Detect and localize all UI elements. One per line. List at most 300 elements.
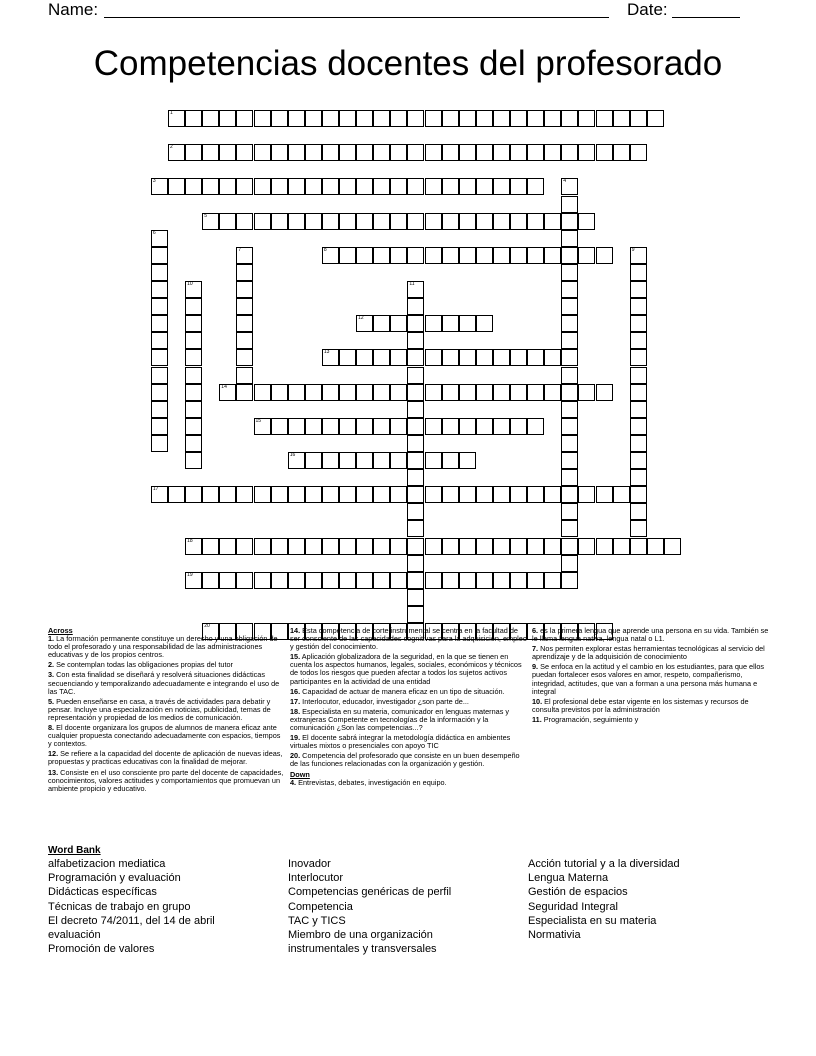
grid-cell[interactable] — [271, 486, 288, 503]
grid-cell[interactable] — [271, 538, 288, 555]
grid-cell[interactable] — [202, 572, 219, 589]
grid-cell[interactable] — [271, 110, 288, 127]
grid-cell[interactable] — [322, 452, 339, 469]
grid-cell[interactable] — [578, 213, 595, 230]
grid-cell[interactable] — [168, 144, 185, 161]
grid-cell[interactable] — [185, 281, 202, 298]
grid-cell[interactable] — [390, 178, 407, 195]
grid-cell[interactable] — [493, 213, 510, 230]
grid-cell[interactable] — [578, 538, 595, 555]
grid-cell[interactable] — [339, 538, 356, 555]
grid-cell[interactable] — [630, 469, 647, 486]
grid-cell[interactable] — [236, 298, 253, 315]
grid-cell[interactable] — [356, 315, 373, 332]
grid-cell[interactable] — [271, 144, 288, 161]
grid-cell[interactable] — [630, 144, 647, 161]
grid-cell[interactable] — [459, 418, 476, 435]
grid-cell[interactable] — [356, 418, 373, 435]
grid-cell[interactable] — [544, 486, 561, 503]
grid-cell[interactable] — [544, 384, 561, 401]
grid-cell[interactable] — [373, 418, 390, 435]
grid-cell[interactable] — [407, 110, 424, 127]
grid-cell[interactable] — [630, 110, 647, 127]
grid-cell[interactable] — [442, 349, 459, 366]
grid-cell[interactable] — [288, 384, 305, 401]
grid-cell[interactable] — [407, 367, 424, 384]
grid-cell[interactable] — [459, 110, 476, 127]
grid-cell[interactable] — [544, 572, 561, 589]
grid-cell[interactable] — [219, 486, 236, 503]
grid-cell[interactable] — [236, 367, 253, 384]
grid-cell[interactable] — [561, 332, 578, 349]
grid-cell[interactable] — [630, 520, 647, 537]
grid-cell[interactable] — [151, 384, 168, 401]
grid-cell[interactable] — [390, 538, 407, 555]
grid-cell[interactable] — [288, 572, 305, 589]
grid-cell[interactable] — [561, 247, 578, 264]
grid-cell[interactable] — [356, 144, 373, 161]
grid-cell[interactable] — [185, 486, 202, 503]
grid-cell[interactable] — [425, 247, 442, 264]
grid-cell[interactable] — [407, 452, 424, 469]
grid-cell[interactable] — [476, 349, 493, 366]
grid-cell[interactable] — [527, 384, 544, 401]
grid-cell[interactable] — [476, 247, 493, 264]
grid-cell[interactable] — [288, 213, 305, 230]
grid-cell[interactable] — [425, 213, 442, 230]
grid-cell[interactable] — [236, 315, 253, 332]
grid-cell[interactable] — [236, 486, 253, 503]
grid-cell[interactable] — [271, 213, 288, 230]
grid-cell[interactable] — [339, 418, 356, 435]
grid-cell[interactable] — [271, 572, 288, 589]
grid-cell[interactable] — [527, 178, 544, 195]
grid-cell[interactable] — [664, 538, 681, 555]
grid-cell[interactable] — [254, 418, 271, 435]
grid-cell[interactable] — [185, 384, 202, 401]
grid-cell[interactable] — [613, 144, 630, 161]
grid-cell[interactable] — [373, 144, 390, 161]
grid-cell[interactable] — [527, 247, 544, 264]
grid-cell[interactable] — [561, 264, 578, 281]
grid-cell[interactable] — [561, 435, 578, 452]
grid-cell[interactable] — [442, 247, 459, 264]
grid-cell[interactable] — [390, 349, 407, 366]
grid-cell[interactable] — [151, 315, 168, 332]
grid-cell[interactable] — [390, 486, 407, 503]
grid-cell[interactable] — [236, 178, 253, 195]
grid-cell[interactable] — [305, 110, 322, 127]
grid-cell[interactable] — [151, 247, 168, 264]
grid-cell[interactable] — [390, 144, 407, 161]
grid-cell[interactable] — [322, 110, 339, 127]
grid-cell[interactable] — [476, 110, 493, 127]
grid-cell[interactable] — [561, 144, 578, 161]
grid-cell[interactable] — [527, 538, 544, 555]
grid-cell[interactable] — [544, 349, 561, 366]
grid-cell[interactable] — [185, 349, 202, 366]
grid-cell[interactable] — [356, 110, 373, 127]
grid-cell[interactable] — [510, 349, 527, 366]
grid-cell[interactable] — [596, 486, 613, 503]
grid-cell[interactable] — [459, 144, 476, 161]
grid-cell[interactable] — [407, 384, 424, 401]
grid-cell[interactable] — [288, 486, 305, 503]
grid-cell[interactable] — [630, 315, 647, 332]
grid-cell[interactable] — [425, 538, 442, 555]
grid-cell[interactable] — [493, 384, 510, 401]
grid-cell[interactable] — [561, 281, 578, 298]
grid-cell[interactable] — [339, 110, 356, 127]
grid-cell[interactable] — [561, 110, 578, 127]
grid-cell[interactable] — [254, 486, 271, 503]
grid-cell[interactable] — [407, 144, 424, 161]
grid-cell[interactable] — [356, 486, 373, 503]
grid-cell[interactable] — [407, 589, 424, 606]
grid-cell[interactable] — [510, 110, 527, 127]
grid-cell[interactable] — [459, 349, 476, 366]
grid-cell[interactable] — [236, 281, 253, 298]
grid-cell[interactable] — [425, 384, 442, 401]
grid-cell[interactable] — [202, 178, 219, 195]
grid-cell[interactable] — [373, 486, 390, 503]
grid-cell[interactable] — [305, 572, 322, 589]
grid-cell[interactable] — [630, 367, 647, 384]
grid-cell[interactable] — [288, 178, 305, 195]
grid-cell[interactable] — [407, 178, 424, 195]
grid-cell[interactable] — [254, 144, 271, 161]
grid-cell[interactable] — [390, 247, 407, 264]
grid-cell[interactable] — [305, 178, 322, 195]
grid-cell[interactable] — [236, 538, 253, 555]
grid-cell[interactable] — [527, 144, 544, 161]
grid-cell[interactable] — [510, 572, 527, 589]
grid-cell[interactable] — [168, 178, 185, 195]
grid-cell[interactable] — [151, 418, 168, 435]
grid-cell[interactable] — [219, 144, 236, 161]
grid-cell[interactable] — [151, 435, 168, 452]
grid-cell[interactable] — [493, 486, 510, 503]
grid-cell[interactable] — [356, 349, 373, 366]
grid-cell[interactable] — [185, 418, 202, 435]
grid-cell[interactable] — [185, 178, 202, 195]
grid-cell[interactable] — [561, 230, 578, 247]
grid-cell[interactable] — [356, 538, 373, 555]
grid-cell[interactable] — [236, 572, 253, 589]
grid-cell[interactable] — [236, 384, 253, 401]
grid-cell[interactable] — [407, 315, 424, 332]
grid-cell[interactable] — [151, 486, 168, 503]
grid-cell[interactable] — [459, 486, 476, 503]
grid-cell[interactable] — [322, 213, 339, 230]
grid-cell[interactable] — [510, 247, 527, 264]
grid-cell[interactable] — [630, 384, 647, 401]
grid-cell[interactable] — [561, 367, 578, 384]
grid-cell[interactable] — [390, 452, 407, 469]
grid-cell[interactable] — [630, 298, 647, 315]
grid-cell[interactable] — [476, 213, 493, 230]
grid-cell[interactable] — [373, 213, 390, 230]
grid-cell[interactable] — [339, 213, 356, 230]
grid-cell[interactable] — [425, 486, 442, 503]
grid-cell[interactable] — [442, 572, 459, 589]
grid-cell[interactable] — [561, 196, 578, 213]
grid-cell[interactable] — [339, 572, 356, 589]
grid-cell[interactable] — [647, 110, 664, 127]
grid-cell[interactable] — [373, 178, 390, 195]
grid-cell[interactable] — [407, 213, 424, 230]
grid-cell[interactable] — [407, 349, 424, 366]
grid-cell[interactable] — [630, 264, 647, 281]
grid-cell[interactable] — [476, 178, 493, 195]
grid-cell[interactable] — [168, 486, 185, 503]
grid-cell[interactable] — [407, 418, 424, 435]
grid-cell[interactable] — [288, 452, 305, 469]
grid-cell[interactable] — [425, 178, 442, 195]
grid-cell[interactable] — [493, 572, 510, 589]
grid-cell[interactable] — [219, 384, 236, 401]
grid-cell[interactable] — [561, 213, 578, 230]
grid-cell[interactable] — [578, 144, 595, 161]
grid-cell[interactable] — [219, 110, 236, 127]
grid-cell[interactable] — [373, 384, 390, 401]
grid-cell[interactable] — [561, 520, 578, 537]
grid-cell[interactable] — [510, 486, 527, 503]
grid-cell[interactable] — [185, 298, 202, 315]
grid-cell[interactable] — [527, 418, 544, 435]
grid-cell[interactable] — [561, 572, 578, 589]
grid-cell[interactable] — [425, 418, 442, 435]
grid-cell[interactable] — [202, 213, 219, 230]
grid-cell[interactable] — [271, 384, 288, 401]
grid-cell[interactable] — [271, 418, 288, 435]
grid-cell[interactable] — [476, 486, 493, 503]
grid-cell[interactable] — [339, 144, 356, 161]
grid-cell[interactable] — [527, 486, 544, 503]
grid-cell[interactable] — [510, 384, 527, 401]
grid-cell[interactable] — [596, 247, 613, 264]
grid-cell[interactable] — [356, 452, 373, 469]
grid-cell[interactable] — [373, 349, 390, 366]
grid-cell[interactable] — [442, 384, 459, 401]
grid-cell[interactable] — [630, 452, 647, 469]
grid-cell[interactable] — [339, 486, 356, 503]
grid-cell[interactable] — [219, 538, 236, 555]
grid-cell[interactable] — [151, 332, 168, 349]
grid-cell[interactable] — [236, 144, 253, 161]
grid-cell[interactable] — [236, 349, 253, 366]
grid-cell[interactable] — [202, 486, 219, 503]
grid-cell[interactable] — [305, 213, 322, 230]
grid-cell[interactable] — [390, 384, 407, 401]
grid-cell[interactable] — [561, 555, 578, 572]
grid-cell[interactable] — [305, 538, 322, 555]
grid-cell[interactable] — [373, 572, 390, 589]
grid-cell[interactable] — [442, 178, 459, 195]
grid-cell[interactable] — [476, 572, 493, 589]
grid-cell[interactable] — [544, 538, 561, 555]
grid-cell[interactable] — [322, 178, 339, 195]
grid-cell[interactable] — [544, 247, 561, 264]
grid-cell[interactable] — [356, 384, 373, 401]
grid-cell[interactable] — [339, 178, 356, 195]
grid-cell[interactable] — [459, 538, 476, 555]
grid-cell[interactable] — [544, 144, 561, 161]
grid-cell[interactable] — [254, 538, 271, 555]
grid-cell[interactable] — [322, 144, 339, 161]
grid-cell[interactable] — [288, 538, 305, 555]
grid-cell[interactable] — [407, 606, 424, 623]
grid-cell[interactable] — [236, 213, 253, 230]
grid-cell[interactable] — [476, 315, 493, 332]
grid-cell[interactable] — [202, 144, 219, 161]
grid-cell[interactable] — [442, 315, 459, 332]
grid-cell[interactable] — [630, 332, 647, 349]
grid-cell[interactable] — [322, 349, 339, 366]
grid-cell[interactable] — [254, 178, 271, 195]
grid-cell[interactable] — [630, 349, 647, 366]
grid-cell[interactable] — [442, 418, 459, 435]
grid-cell[interactable] — [407, 538, 424, 555]
grid-cell[interactable] — [442, 144, 459, 161]
grid-cell[interactable] — [630, 281, 647, 298]
grid-cell[interactable] — [390, 110, 407, 127]
grid-cell[interactable] — [305, 384, 322, 401]
grid-cell[interactable] — [151, 349, 168, 366]
grid-cell[interactable] — [219, 178, 236, 195]
grid-cell[interactable] — [459, 572, 476, 589]
grid-cell[interactable] — [151, 230, 168, 247]
grid-cell[interactable] — [356, 247, 373, 264]
grid-cell[interactable] — [527, 213, 544, 230]
grid-cell[interactable] — [151, 298, 168, 315]
grid-cell[interactable] — [356, 572, 373, 589]
grid-cell[interactable] — [407, 555, 424, 572]
grid-cell[interactable] — [425, 110, 442, 127]
grid-cell[interactable] — [288, 110, 305, 127]
grid-cell[interactable] — [561, 452, 578, 469]
grid-cell[interactable] — [493, 538, 510, 555]
grid-cell[interactable] — [476, 418, 493, 435]
grid-cell[interactable] — [373, 315, 390, 332]
grid-cell[interactable] — [356, 178, 373, 195]
grid-cell[interactable] — [407, 298, 424, 315]
grid-cell[interactable] — [578, 384, 595, 401]
grid-cell[interactable] — [168, 110, 185, 127]
grid-cell[interactable] — [407, 247, 424, 264]
grid-cell[interactable] — [390, 572, 407, 589]
grid-cell[interactable] — [561, 418, 578, 435]
grid-cell[interactable] — [407, 401, 424, 418]
grid-cell[interactable] — [596, 110, 613, 127]
grid-cell[interactable] — [322, 384, 339, 401]
grid-cell[interactable] — [561, 315, 578, 332]
grid-cell[interactable] — [459, 452, 476, 469]
grid-cell[interactable] — [185, 452, 202, 469]
grid-cell[interactable] — [254, 384, 271, 401]
grid-cell[interactable] — [202, 538, 219, 555]
grid-cell[interactable] — [630, 538, 647, 555]
grid-cell[interactable] — [185, 435, 202, 452]
grid-cell[interactable] — [630, 418, 647, 435]
grid-cell[interactable] — [561, 298, 578, 315]
grid-cell[interactable] — [185, 332, 202, 349]
grid-cell[interactable] — [305, 144, 322, 161]
grid-cell[interactable] — [630, 401, 647, 418]
grid-cell[interactable] — [185, 144, 202, 161]
grid-cell[interactable] — [373, 110, 390, 127]
grid-cell[interactable] — [151, 264, 168, 281]
grid-cell[interactable] — [373, 247, 390, 264]
grid-cell[interactable] — [442, 452, 459, 469]
grid-cell[interactable] — [476, 384, 493, 401]
grid-cell[interactable] — [322, 418, 339, 435]
grid-cell[interactable] — [544, 110, 561, 127]
grid-cell[interactable] — [596, 538, 613, 555]
grid-cell[interactable] — [185, 538, 202, 555]
grid-cell[interactable] — [254, 110, 271, 127]
grid-cell[interactable] — [373, 538, 390, 555]
grid-cell[interactable] — [596, 144, 613, 161]
grid-cell[interactable] — [476, 144, 493, 161]
grid-cell[interactable] — [425, 144, 442, 161]
grid-cell[interactable] — [236, 110, 253, 127]
grid-cell[interactable] — [442, 110, 459, 127]
grid-cell[interactable] — [185, 315, 202, 332]
grid-cell[interactable] — [185, 110, 202, 127]
grid-cell[interactable] — [356, 213, 373, 230]
grid-cell[interactable] — [613, 110, 630, 127]
grid-cell[interactable] — [459, 178, 476, 195]
grid-cell[interactable] — [390, 418, 407, 435]
grid-cell[interactable] — [322, 486, 339, 503]
grid-cell[interactable] — [578, 110, 595, 127]
grid-cell[interactable] — [561, 486, 578, 503]
grid-cell[interactable] — [647, 538, 664, 555]
grid-cell[interactable] — [236, 332, 253, 349]
grid-cell[interactable] — [459, 213, 476, 230]
grid-cell[interactable] — [339, 247, 356, 264]
grid-cell[interactable] — [390, 213, 407, 230]
grid-cell[interactable] — [425, 452, 442, 469]
grid-cell[interactable] — [407, 520, 424, 537]
grid-cell[interactable] — [613, 486, 630, 503]
grid-cell[interactable] — [578, 247, 595, 264]
grid-cell[interactable] — [339, 384, 356, 401]
grid-cell[interactable] — [425, 315, 442, 332]
grid-cell[interactable] — [561, 538, 578, 555]
grid-cell[interactable] — [185, 367, 202, 384]
grid-cell[interactable] — [544, 213, 561, 230]
grid-cell[interactable] — [442, 213, 459, 230]
grid-cell[interactable] — [561, 178, 578, 195]
grid-cell[interactable] — [407, 503, 424, 520]
grid-cell[interactable] — [305, 452, 322, 469]
grid-cell[interactable] — [219, 213, 236, 230]
grid-cell[interactable] — [630, 486, 647, 503]
grid-cell[interactable] — [527, 110, 544, 127]
grid-cell[interactable] — [510, 538, 527, 555]
grid-cell[interactable] — [151, 178, 168, 195]
grid-cell[interactable] — [202, 110, 219, 127]
grid-cell[interactable] — [305, 486, 322, 503]
grid-cell[interactable] — [151, 367, 168, 384]
grid-cell[interactable] — [236, 247, 253, 264]
grid-cell[interactable] — [236, 264, 253, 281]
grid-cell[interactable] — [476, 538, 493, 555]
grid-cell[interactable] — [561, 384, 578, 401]
grid-cell[interactable] — [288, 144, 305, 161]
